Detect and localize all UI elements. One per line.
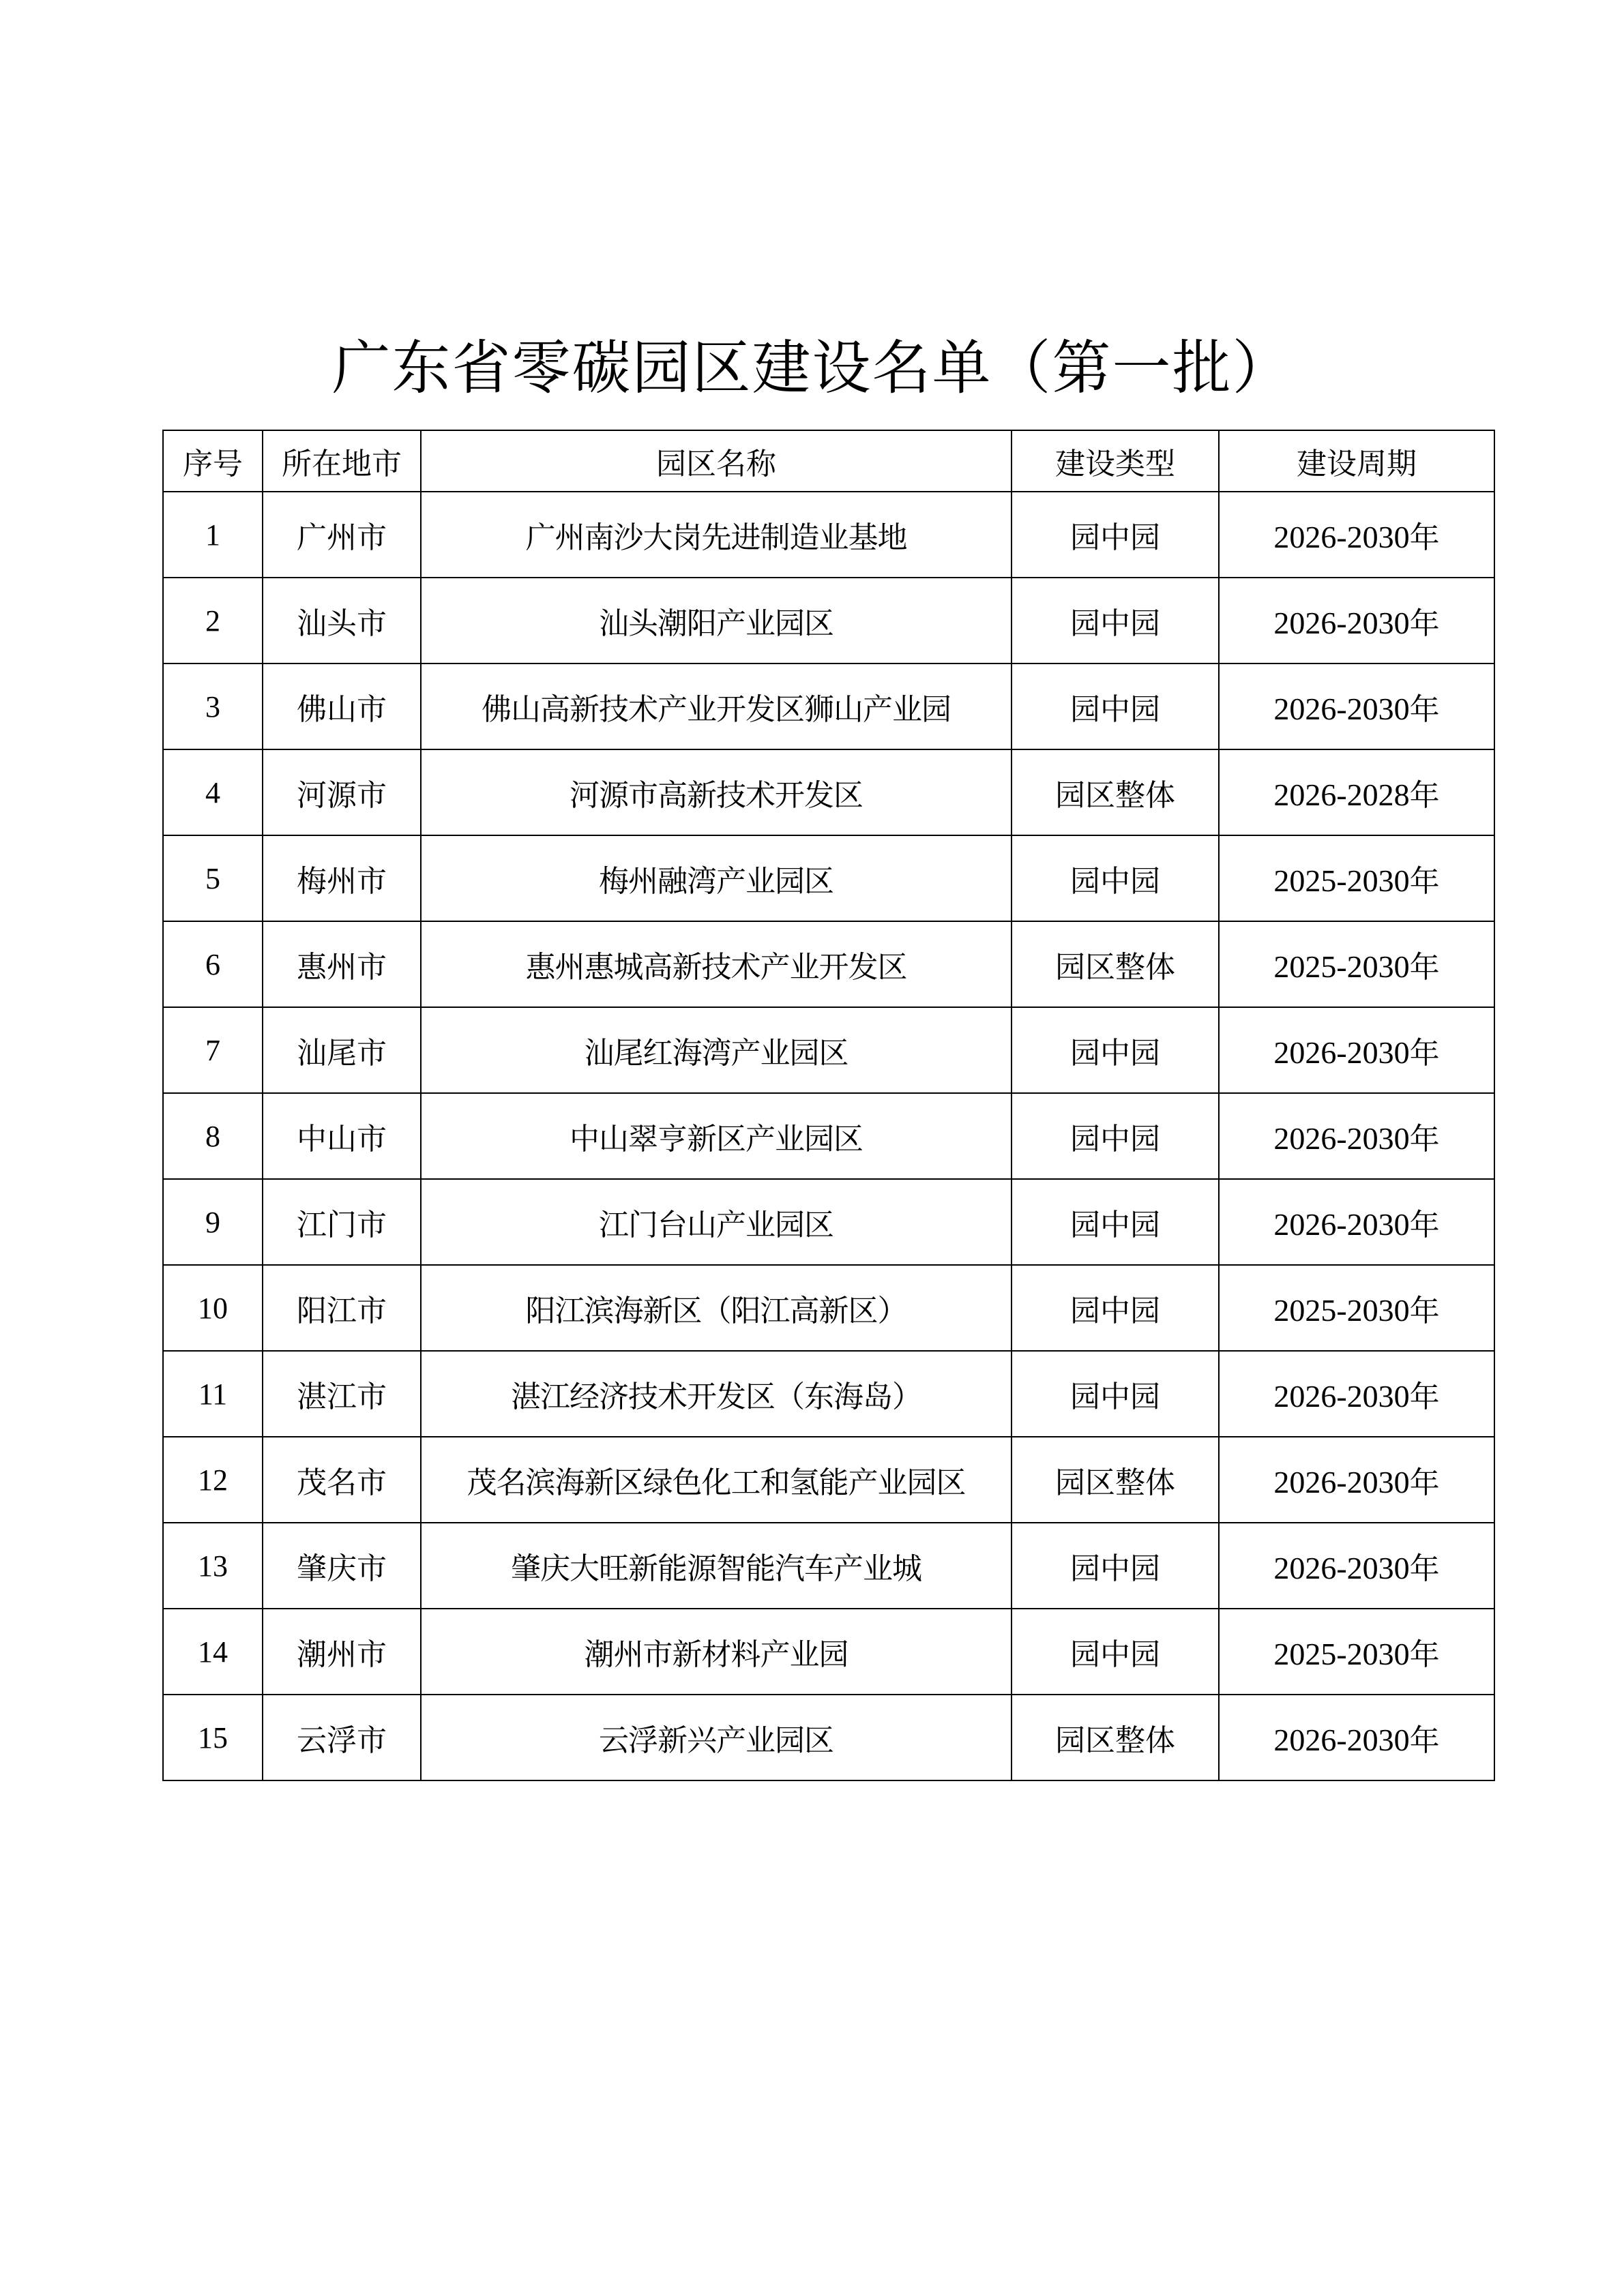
period-years: 2026-2030 (1273, 1035, 1410, 1070)
row-seq: 4 (163, 749, 263, 835)
row-seq: 8 (163, 1093, 263, 1179)
row-build-period (1219, 664, 1494, 749)
row-park-name: 汕头潮阳产业园区 (421, 578, 1012, 664)
row-build-period (1219, 578, 1494, 664)
row-build-type: 园中园 (1012, 1609, 1219, 1695)
period-unit: 年 (1409, 520, 1440, 555)
row-park-name: 湛江经济技术开发区（东海岛） (421, 1351, 1012, 1437)
row-build-type: 园中园 (1012, 1523, 1219, 1609)
table-row (163, 1523, 1494, 1609)
period-unit: 年 (1409, 1294, 1440, 1328)
row-park-name: 肇庆大旺新能源智能汽车产业城 (421, 1523, 1012, 1609)
period-years: 2026-2030 (1273, 1465, 1410, 1500)
table-row (163, 1265, 1494, 1351)
row-build-period (1219, 1351, 1494, 1437)
row-park-name: 阳江滨海新区（阳江高新区） (421, 1265, 1012, 1351)
period-unit: 年 (1409, 1551, 1440, 1586)
row-build-type: 园中园 (1012, 1093, 1219, 1179)
period-unit: 年 (1409, 1465, 1440, 1500)
page-title: 广东省零碳园区建设名单（第一批） (331, 334, 1293, 402)
row-build-period (1219, 1695, 1494, 1780)
row-park-name: 梅州融湾产业园区 (421, 835, 1012, 921)
period-unit: 年 (1409, 1637, 1440, 1672)
period-years: 2026-2030 (1273, 520, 1410, 554)
row-park-name: 广州南沙大岗先进制造业基地 (421, 492, 1012, 578)
row-park-name: 中山翠亨新区产业园区 (421, 1093, 1012, 1179)
period-unit: 年 (1409, 606, 1440, 641)
row-seq: 13 (163, 1523, 263, 1609)
table-row (163, 1609, 1494, 1695)
row-build-period (1219, 1265, 1494, 1351)
table-header-row (163, 430, 1494, 492)
row-city: 河源市 (263, 749, 421, 835)
row-city: 肇庆市 (263, 1523, 421, 1609)
row-build-period (1219, 1609, 1494, 1695)
table-row (163, 921, 1494, 1007)
row-seq: 3 (163, 664, 263, 749)
table-row (163, 1437, 1494, 1523)
row-build-type: 园中园 (1012, 1351, 1219, 1437)
table-row (163, 1093, 1494, 1179)
row-build-type: 园中园 (1012, 1007, 1219, 1093)
row-build-period (1219, 1093, 1494, 1179)
table-row (163, 749, 1494, 835)
row-city: 湛江市 (263, 1351, 421, 1437)
header-build-period: 建设周期 (1219, 430, 1494, 492)
row-build-type: 园区整体 (1012, 749, 1219, 835)
row-seq: 2 (163, 578, 263, 664)
row-build-period (1219, 921, 1494, 1007)
row-build-period (1219, 1523, 1494, 1609)
period-years: 2026-2030 (1273, 606, 1410, 640)
row-seq: 12 (163, 1437, 263, 1523)
row-park-name: 佛山高新技术产业开发区狮山产业园 (421, 664, 1012, 749)
table-row (163, 1351, 1494, 1437)
row-seq: 6 (163, 921, 263, 1007)
period-unit: 年 (1409, 1122, 1440, 1157)
period-years: 2025-2030 (1273, 1637, 1410, 1671)
row-city: 茂名市 (263, 1437, 421, 1523)
period-unit: 年 (1409, 1208, 1440, 1242)
row-seq: 11 (163, 1351, 263, 1437)
period-unit: 年 (1409, 1723, 1440, 1758)
row-build-type: 园中园 (1012, 835, 1219, 921)
period-unit: 年 (1409, 692, 1440, 727)
header-build-type: 建设类型 (1012, 430, 1219, 492)
period-years: 2025-2030 (1273, 1293, 1410, 1328)
row-build-type: 园区整体 (1012, 1695, 1219, 1780)
row-city: 云浮市 (263, 1695, 421, 1780)
period-years: 2026-2030 (1273, 1121, 1410, 1156)
table-row (163, 1179, 1494, 1265)
row-build-period (1219, 835, 1494, 921)
row-city: 广州市 (263, 492, 421, 578)
row-build-type: 园中园 (1012, 578, 1219, 664)
table-row (163, 664, 1494, 749)
row-build-type: 园区整体 (1012, 1437, 1219, 1523)
header-park-name: 园区名称 (421, 430, 1012, 492)
row-build-type: 园中园 (1012, 1265, 1219, 1351)
zero-carbon-park-table (162, 430, 1495, 1781)
period-years: 2026-2030 (1273, 1379, 1410, 1414)
table-row (163, 835, 1494, 921)
row-city: 惠州市 (263, 921, 421, 1007)
header-city: 所在地市 (263, 430, 421, 492)
row-park-name: 河源市高新技术开发区 (421, 749, 1012, 835)
period-years: 2025-2030 (1273, 863, 1410, 898)
row-build-period (1219, 1179, 1494, 1265)
period-years: 2026-2030 (1273, 1207, 1410, 1242)
period-years: 2026-2030 (1273, 1551, 1410, 1585)
table-body (163, 492, 1494, 1780)
row-seq: 15 (163, 1695, 263, 1780)
period-years: 2026-2030 (1273, 691, 1410, 726)
table-row (163, 1007, 1494, 1093)
row-city: 中山市 (263, 1093, 421, 1179)
row-build-period (1219, 1437, 1494, 1523)
row-park-name: 江门台山产业园区 (421, 1179, 1012, 1265)
period-unit: 年 (1409, 778, 1440, 813)
period-years: 2026-2030 (1273, 1723, 1410, 1757)
row-seq: 7 (163, 1007, 263, 1093)
row-park-name: 惠州惠城高新技术产业开发区 (421, 921, 1012, 1007)
row-city: 佛山市 (263, 664, 421, 749)
row-park-name: 茂名滨海新区绿色化工和氢能产业园区 (421, 1437, 1012, 1523)
row-city: 汕头市 (263, 578, 421, 664)
row-seq: 14 (163, 1609, 263, 1695)
row-build-type: 园区整体 (1012, 921, 1219, 1007)
period-unit: 年 (1409, 1036, 1440, 1071)
period-unit: 年 (1409, 1380, 1440, 1414)
row-build-type: 园中园 (1012, 664, 1219, 749)
row-seq: 1 (163, 492, 263, 578)
row-city: 潮州市 (263, 1609, 421, 1695)
row-build-period (1219, 492, 1494, 578)
row-park-name: 潮州市新材料产业园 (421, 1609, 1012, 1695)
row-build-type: 园中园 (1012, 1179, 1219, 1265)
period-unit: 年 (1409, 864, 1440, 899)
row-park-name: 汕尾红海湾产业园区 (421, 1007, 1012, 1093)
row-build-period (1219, 1007, 1494, 1093)
row-city: 汕尾市 (263, 1007, 421, 1093)
period-years: 2025-2030 (1273, 949, 1410, 984)
header-seq: 序号 (163, 430, 263, 492)
row-seq: 10 (163, 1265, 263, 1351)
row-city: 梅州市 (263, 835, 421, 921)
table-row (163, 492, 1494, 578)
row-build-type: 园中园 (1012, 492, 1219, 578)
row-city: 阳江市 (263, 1265, 421, 1351)
table-row (163, 578, 1494, 664)
row-park-name: 云浮新兴产业园区 (421, 1695, 1012, 1780)
row-seq: 9 (163, 1179, 263, 1265)
row-city: 江门市 (263, 1179, 421, 1265)
period-years: 2026-2028 (1273, 777, 1410, 812)
table-row (163, 1695, 1494, 1780)
row-build-period (1219, 749, 1494, 835)
row-seq: 5 (163, 835, 263, 921)
period-unit: 年 (1409, 950, 1440, 985)
